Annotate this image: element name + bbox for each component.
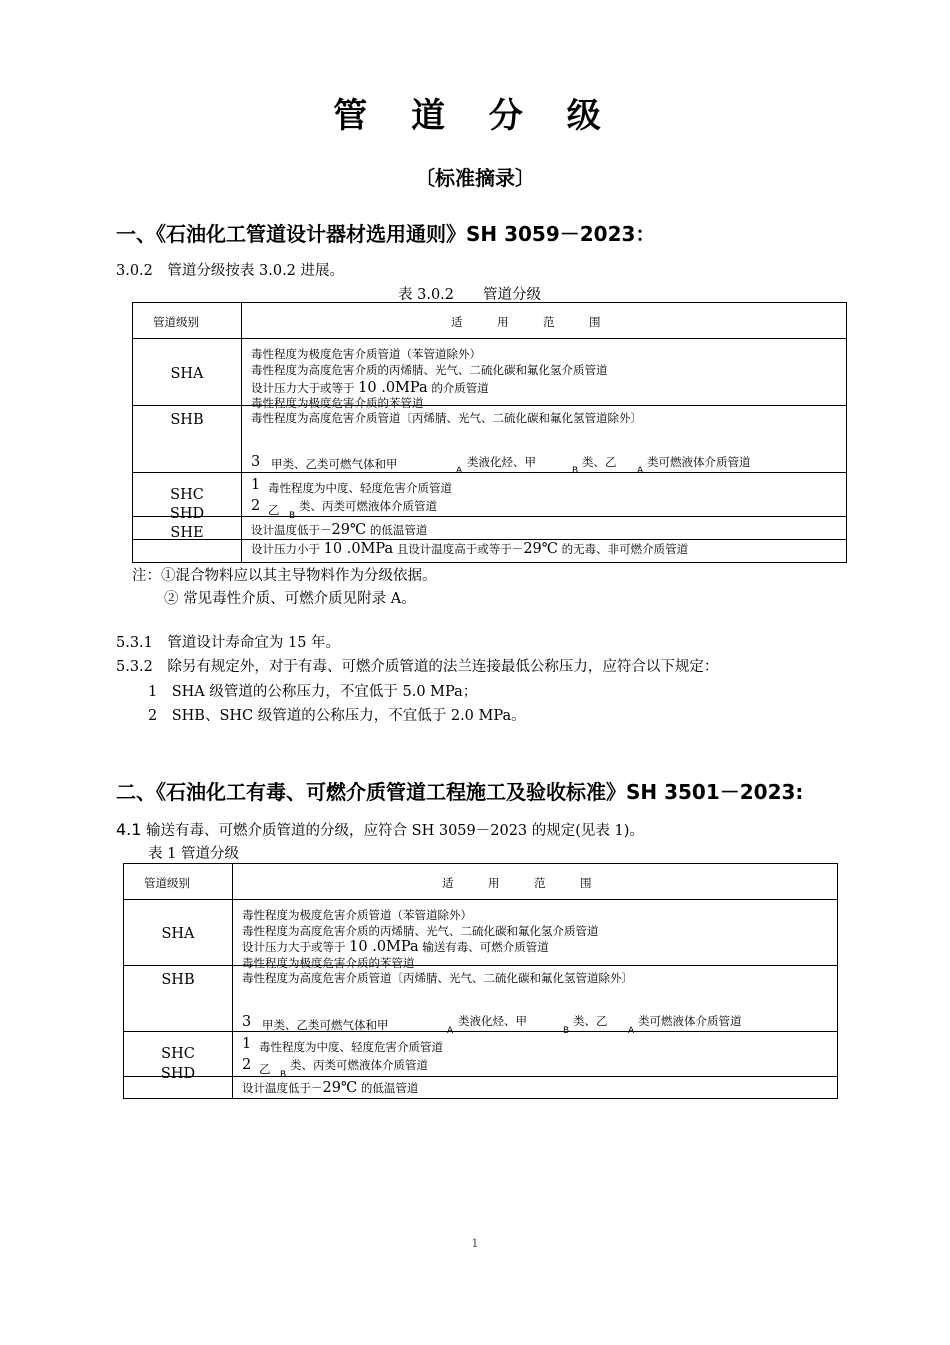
t2-shb-seg-2: 类液化烃、甲 (458, 1014, 527, 1028)
shc-sub-b: B (289, 511, 296, 521)
she-line-1-b: 29℃ (331, 522, 367, 538)
sha-line-3-b: 10 .0MPa (358, 380, 428, 396)
t2-shb-sub-a2: A (628, 1026, 635, 1036)
shb-num: 3 (251, 454, 261, 470)
t2-shc-line-3-a: 设计温度低于－ (242, 1081, 323, 1095)
she-line-1 (251, 522, 427, 538)
t2-shb-seg-3: 类、乙 (573, 1014, 608, 1028)
t2-col-header-grade: 管道级别 (144, 876, 190, 890)
t2-shc-num-1: 1 (242, 1036, 252, 1052)
section2-heading: 二、《石油化工有毒、可燃介质管道工程施工及验收标准》SH 3501－2023: (116, 780, 804, 804)
t2-shb-seg-1: 甲类、乙类可燃气体和甲 (262, 1018, 389, 1032)
t2-sha-line-3-a: 设计压力大于或等于 (242, 940, 346, 954)
section1-intro: 3.0.2 管道分级按表 3.0.2 进展。 (116, 263, 345, 279)
shb-sub-a1: A (456, 466, 463, 476)
grade-shb: SHB (170, 412, 204, 428)
t2-col-header-range: 适 用 范 围 (442, 876, 592, 890)
t2-shc-line-2a: 乙 (259, 1062, 271, 1076)
pipe-grade-table-1 (132, 302, 847, 563)
t2-shc-sub-b: B (280, 1070, 287, 1080)
she-line-2-c: 且设计温度高于或等于－ (396, 542, 524, 556)
t2-shb-num: 3 (242, 1014, 252, 1030)
t2-sha-line-2: 毒性程度为高度危害介质的丙烯腈、光气、二硫化碳和氟化氢介质管道 (242, 924, 599, 938)
sha-line-2: 毒性程度为高度危害介质的丙烯腈、光气、二硫化碳和氟化氢介质管道 (251, 363, 608, 377)
she-line-2-d: 29℃ (523, 541, 558, 557)
she-line-2-a: 设计压力小于 (251, 542, 320, 556)
clause-5-3-2: 5.3.2 除另有规定外，对于有毒、可燃介质管道的法兰连接最低公称压力，应符合以下规定： (116, 659, 719, 675)
t2-shb-line-1: 毒性程度为高度危害介质管道〔丙烯腈、光气、二硫化碳和氟化氢管道除外〕 (242, 971, 633, 985)
t2-sha-line-3 (242, 939, 549, 955)
shc-num-2: 2 (251, 498, 261, 514)
note-2: ② 常见毒性介质、可燃介质见附录 A。 (164, 591, 416, 607)
section2-intro (116, 819, 644, 840)
shc-line-1: 毒性程度为中度、轻度危害介质管道 (268, 481, 452, 495)
grade-shc: SHC (170, 487, 204, 503)
t2-grade-shd: SHD (160, 1066, 196, 1082)
sha-line-1: 毒性程度为极度危害介质管道（苯管道除外） (251, 347, 481, 361)
shb-sub-a2: A (637, 466, 644, 476)
grade-sha: SHA (170, 366, 204, 382)
table2-caption: 表 1 管道分级 (148, 846, 239, 862)
clause-item-2: 2 SHB、SHC 级管道的公称压力，不宜低于 2.0 MPa。 (148, 708, 526, 724)
t2-grade-shb: SHB (161, 972, 195, 988)
clause-item-1: 1 SHA 级管道的公称压力，不宜低于 5.0 MPa； (148, 684, 478, 700)
col-header-grade: 管道级别 (153, 315, 199, 329)
t2-shc-line-1: 毒性程度为中度、轻度危害介质管道 (259, 1040, 443, 1054)
t2-grade-shc: SHC (161, 1046, 195, 1062)
pipe-grade-table-2 (123, 863, 838, 1099)
t2-shc-line-3-b: 29℃ (322, 1080, 358, 1096)
shb-seg-4: 类可燃液体介质管道 (647, 455, 751, 469)
she-line-2-b: 10 .0MPa (323, 541, 394, 557)
shb-sub-b: B (572, 466, 579, 476)
shb-seg-3: 类、乙 (582, 455, 617, 469)
section2-intro-text: 输送有毒、可燃介质管道的分级，应符合 SH 3059－2023 的规定(见表 1)。 (146, 823, 644, 839)
t2-shb-sub-a1: A (447, 1026, 454, 1036)
t2-sha-line-3-c: 输送有毒、可燃介质管道 (422, 940, 549, 954)
sha-line-3-a: 设计压力大于或等于 (251, 381, 355, 395)
shc-line-2b: 类、丙类可燃液体介质管道 (299, 499, 437, 513)
she-line-2-e: 的无毒、非可燃介质管道 (561, 542, 689, 556)
t2-sha-line-3-b: 10 .0MPa (349, 939, 419, 955)
table1-caption: 表 3.0.2 管道分级 (398, 287, 542, 303)
she-line-1-c: 的低温管道 (369, 523, 428, 537)
sha-line-4: 毒性程度为极度危害介质的苯管道 (251, 396, 424, 410)
t2-shc-num-2: 2 (242, 1057, 252, 1073)
note-1: 注：①混合物料应以其主导物料作为分级依据。 (132, 568, 437, 584)
shb-seg-1: 甲类、乙类可燃气体和甲 (271, 457, 398, 471)
she-line-1-a: 设计温度低于－ (251, 523, 332, 537)
t2-grade-sha: SHA (161, 926, 195, 942)
t2-shb-seg-4: 类可燃液体介质管道 (638, 1014, 742, 1028)
page-number: 1 (471, 1237, 479, 1250)
grade-she: SHE (170, 525, 204, 541)
sha-line-3-c: 的介质管道 (431, 381, 489, 395)
clause-5-3-1: 5.3.1 管道设计寿命宜为 15 年。 (116, 635, 341, 651)
t2-shc-line-3 (242, 1080, 418, 1096)
t2-sha-line-1: 毒性程度为极度危害介质管道（苯管道除外） (242, 908, 472, 922)
t2-shb-sub-b: B (563, 1026, 570, 1036)
t2-sha-line-4: 毒性程度为极度危害介质的苯管道 (242, 956, 415, 970)
col-header-range: 适 用 范 围 (451, 315, 601, 329)
she-line-2 (251, 541, 688, 557)
page-title: 管 道 分 级 (333, 96, 617, 136)
t2-shc-line-3-c: 的低温管道 (360, 1081, 419, 1095)
shc-line-2a: 乙 (268, 503, 280, 517)
t2-shc-line-2b: 类、丙类可燃液体介质管道 (290, 1058, 428, 1072)
page-subtitle: 〔标准摘录〕 (415, 166, 535, 190)
grade-shd: SHD (169, 506, 205, 522)
shb-seg-2: 类液化烃、甲 (467, 455, 536, 469)
section2-intro-num: 4.1 (116, 820, 142, 839)
section1-heading: 一、《石油化工管道设计器材选用通则》SH 3059－2023： (116, 222, 656, 246)
sha-line-3 (251, 380, 489, 396)
shb-line-1: 毒性程度为高度危害介质管道〔丙烯腈、光气、二硫化碳和氟化氢管道除外〕 (251, 411, 642, 425)
shc-num-1: 1 (251, 477, 261, 493)
